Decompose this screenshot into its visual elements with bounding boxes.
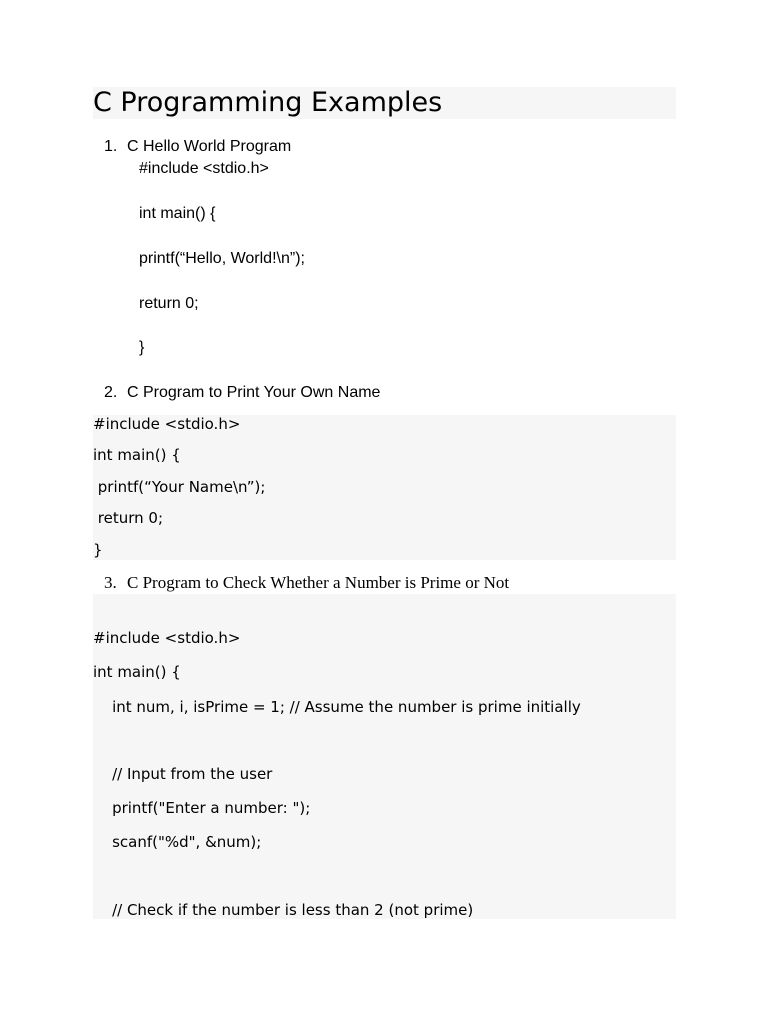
code-line: // Input from the user: [93, 765, 273, 783]
section-3-heading: [104, 573, 509, 593]
page-title: C Programming Examples: [93, 87, 443, 118]
section-3-number: 3.: [104, 573, 117, 592]
code-line: }: [139, 339, 145, 356]
section-1-number: 1.: [104, 138, 118, 155]
title-bar: [93, 87, 676, 119]
code-line: printf(“Hello, World!\n”);: [139, 250, 305, 267]
code-line: // Check if the number is less than 2 (not prime): [93, 901, 474, 919]
code-line: int main() {: [93, 446, 181, 464]
code-line: int num, i, isPrime = 1; // Assume the number is prime initially: [93, 698, 581, 716]
code-line: #include <stdio.h>: [93, 629, 241, 647]
code-line: int main() {: [139, 205, 216, 222]
code-line: #include <stdio.h>: [93, 415, 241, 433]
section-1-heading: [104, 137, 291, 157]
section-2-title: C Program to Print Your Own Name: [127, 384, 381, 401]
section-1-title: C Hello World Program: [127, 138, 292, 155]
code-line: }: [93, 541, 103, 559]
code-line: return 0;: [93, 509, 163, 527]
code-line: #include <stdio.h>: [139, 160, 269, 177]
code-line: printf("Enter a number: ");: [93, 799, 311, 817]
section-3-title: C Program to Check Whether a Number is Prime or Not: [127, 573, 510, 592]
code-line: int main() {: [93, 663, 181, 681]
section-2-number: 2.: [104, 384, 118, 401]
section-2-heading: [104, 383, 380, 403]
code-line: printf(“Your Name\n”);: [93, 478, 266, 496]
code-line: scanf("%d", &num);: [93, 833, 262, 851]
code-line: return 0;: [139, 295, 199, 312]
